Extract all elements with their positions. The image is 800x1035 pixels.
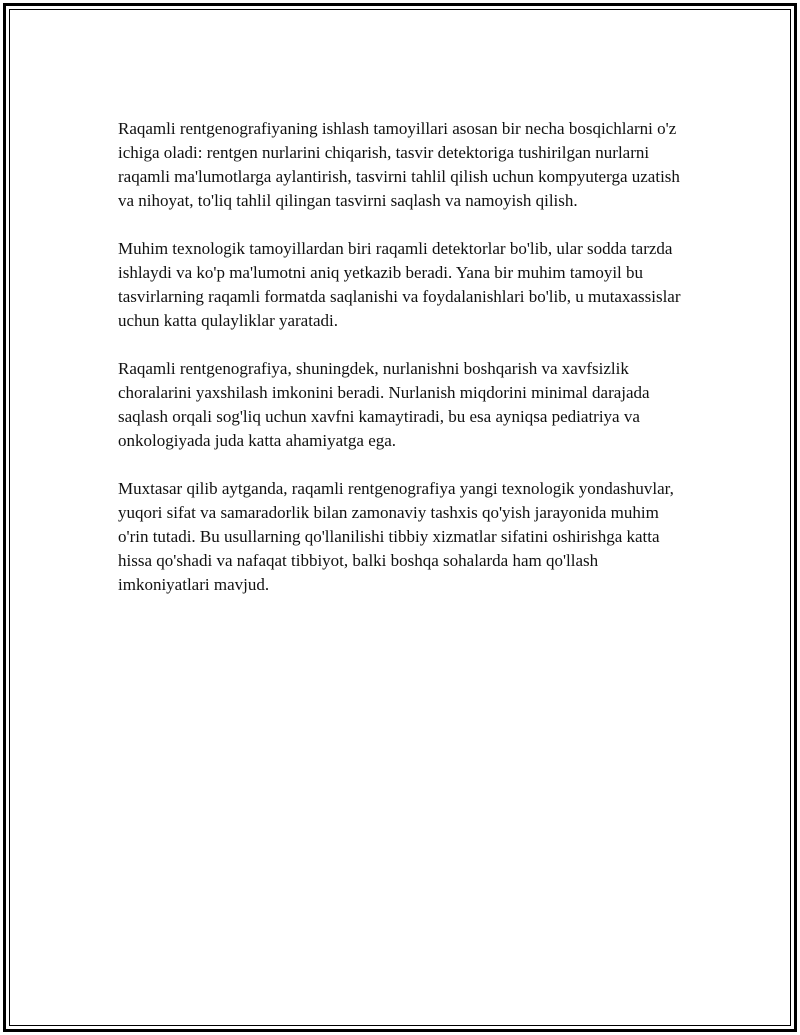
paragraph-1: Raqamli rentgenografiyaning ishlash tamoyillari asosan bir necha bosqichlarni o'z ichiga oladi: rentgen nurlarini chiqarish, tasvir detektoriga tushirilgan nurlarni raqamli ma'lumotlarga aylantirish, tasvirni tahlil qilish uchun kompyuterga uzatish va nihoyat, to'liq tahlil qilingan tasvirni saqlash va namoyish qilish. [118,119,680,210]
paragraph-3: Raqamli rentgenografiya, shuningdek, nurlanishni boshqarish va xavfsizlik choralarini yaxshilash imkonini beradi. Nurlanish miqdorini minimal darajada saqlash orqali sog'liq uchun xavfni kamaytiradi, bu esa ayniqsa pediatriya va onkologiyada juda katta ahamiyatga ega. [118,359,650,450]
paragraph-2: Muhim texnologik tamoyillardan biri raqamli detektorlar bo'lib, ular sodda tarzda ishlaydi va ko'p ma'lumotni aniq yetkazib beradi. Yana bir muhim tamoyil bu tasvirlarning raqamli formatda saqlanishi va foydalanishlari bo'lib, u mutaxassislar uchun katta qulayliklar yaratadi. [118,239,681,330]
document-body [118,117,688,621]
paragraph-4: Muxtasar qilib aytganda, raqamli rentgenografiya yangi texnologik yondashuvlar, yuqori sifat va samaradorlik bilan zamonaviy tashxis qo'yish jarayonida muhim o'rin tutadi. Bu usullarning qo'llanilishi tibbiy xizmatlar sifatini oshirishga katta hissa qo'shadi va nafaqat tibbiyot, balki boshqa sohalarda ham qo'llash imkoniyatlari mavjud. [118,479,674,594]
